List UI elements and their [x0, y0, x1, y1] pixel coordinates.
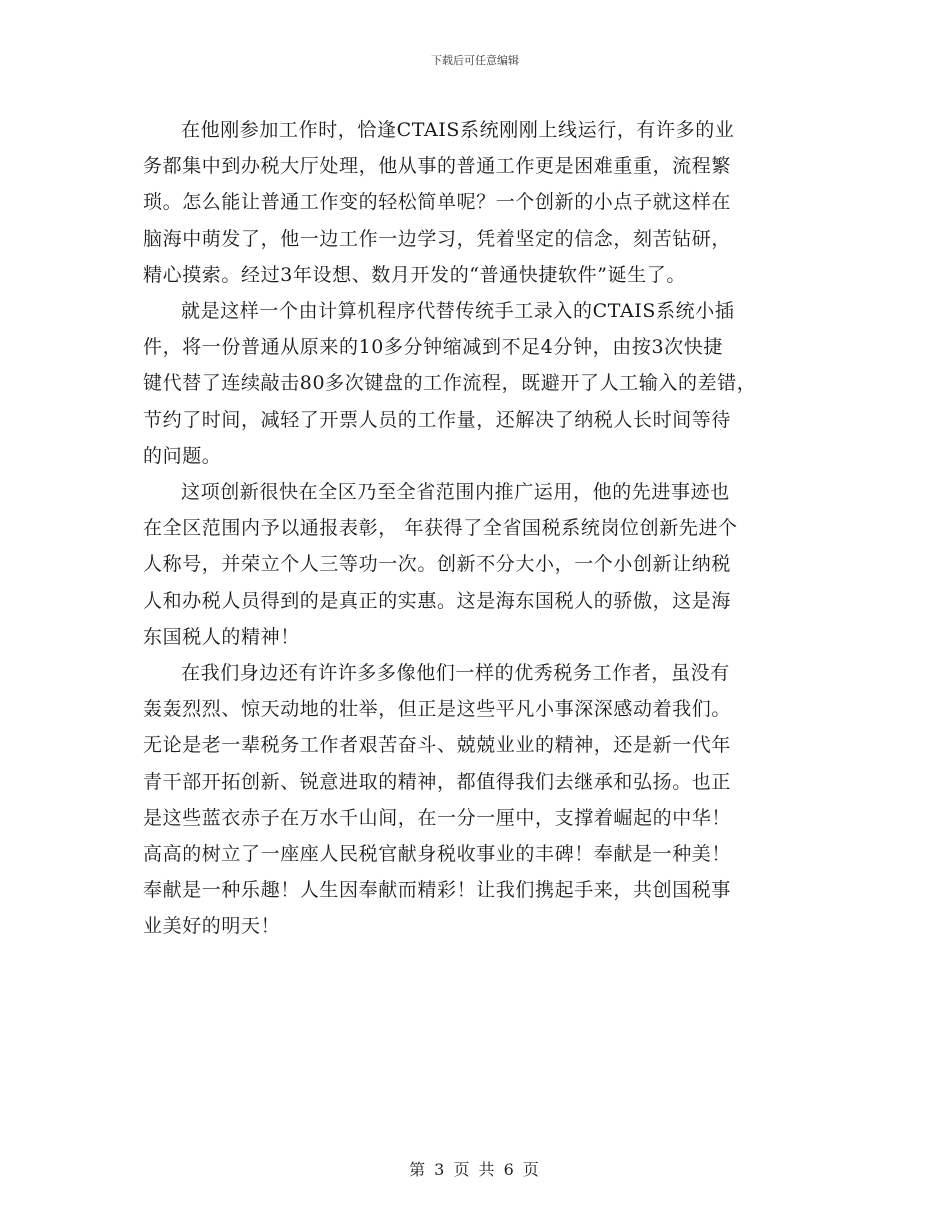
- text-line: 业美好的明天！: [143, 915, 281, 938]
- text-line: 在全区范围内予以通报表彰， 年获得了全省国税系统岗位创新先进个: [143, 517, 738, 540]
- text-line: 务都集中到办税大厅处理，他从事的普通工作更是困难重重，流程繁: [143, 155, 732, 178]
- text-line: 就是这样一个由计算机程序代替传统手工录入的CTAIS系统小插: [181, 300, 735, 323]
- text-line: 键代替了连续敲击80多次键盘的工作流程，既避开了人工输入的差错，: [143, 372, 757, 395]
- paragraph-4: [143, 655, 813, 945]
- text-line: 琐。怎么能让普通工作变的轻松简单呢？一个创新的小点子就这样在: [143, 191, 732, 214]
- text-line: 是这些蓝衣赤子在万水千山间，在一分一厘中，支撑着崛起的中华！: [143, 806, 732, 829]
- text-line: 脑海中萌发了，他一边工作一边学习，凭着坚定的信念，刻苦钻研，: [143, 227, 732, 250]
- text-line: 件，将一份普通从原来的10多分钟缩减到不足4分钟，由按3次快捷: [143, 336, 723, 359]
- page-header: 下载后可任意编辑: [431, 54, 519, 67]
- text-line: 在我们身边还有许许多多像他们一样的优秀税务工作者，虽没有: [181, 662, 730, 685]
- document-body: [143, 112, 813, 945]
- text-line: 的问题。: [143, 444, 222, 467]
- text-line: 青干部开拓创新、锐意进取的精神，都值得我们去继承和弘扬。也正: [143, 770, 732, 793]
- text-line: 高高的树立了一座座人民税官献身税收事业的丰碑！奉献是一种美！: [143, 843, 732, 866]
- text-line: 节约了时间，减轻了开票人员的工作量，还解决了纳税人长时间等待: [143, 408, 732, 431]
- text-line: 人称号，并荣立个人三等功一次。创新不分大小，一个小创新让纳税: [143, 553, 732, 576]
- text-line: 奉献是一种乐趣！人生因奉献而精彩！让我们携起手来，共创国税事: [143, 879, 732, 902]
- text-line: 这项创新很快在全区乃至全省范围内推广运用，他的先进事迹也: [181, 481, 730, 504]
- text-line: 人和办税人员得到的是真正的实惠。这是海东国税人的骄傲，这是海: [143, 589, 732, 612]
- text-line: 在他刚参加工作时，恰逢CTAIS系统刚刚上线运行，有许多的业: [181, 119, 735, 141]
- text-line: 轰轰烈烈、惊天动地的壮举，但正是这些平凡小事深深感动着我们。: [143, 698, 732, 721]
- paragraph-3: [143, 474, 813, 655]
- paragraph-1: [143, 112, 813, 293]
- text-line: 东国税人的精神！: [143, 625, 300, 648]
- text-line: 精心摸索。经过3年设想、数月开发的“普通快捷软件”诞生了。: [143, 263, 686, 286]
- paragraph-2: [143, 293, 813, 474]
- text-line: 无论是老一辈税务工作者艰苦奋斗、兢兢业业的精神，还是新一代年: [143, 734, 732, 757]
- page-number: 第 3 页 共 6 页: [409, 1160, 541, 1179]
